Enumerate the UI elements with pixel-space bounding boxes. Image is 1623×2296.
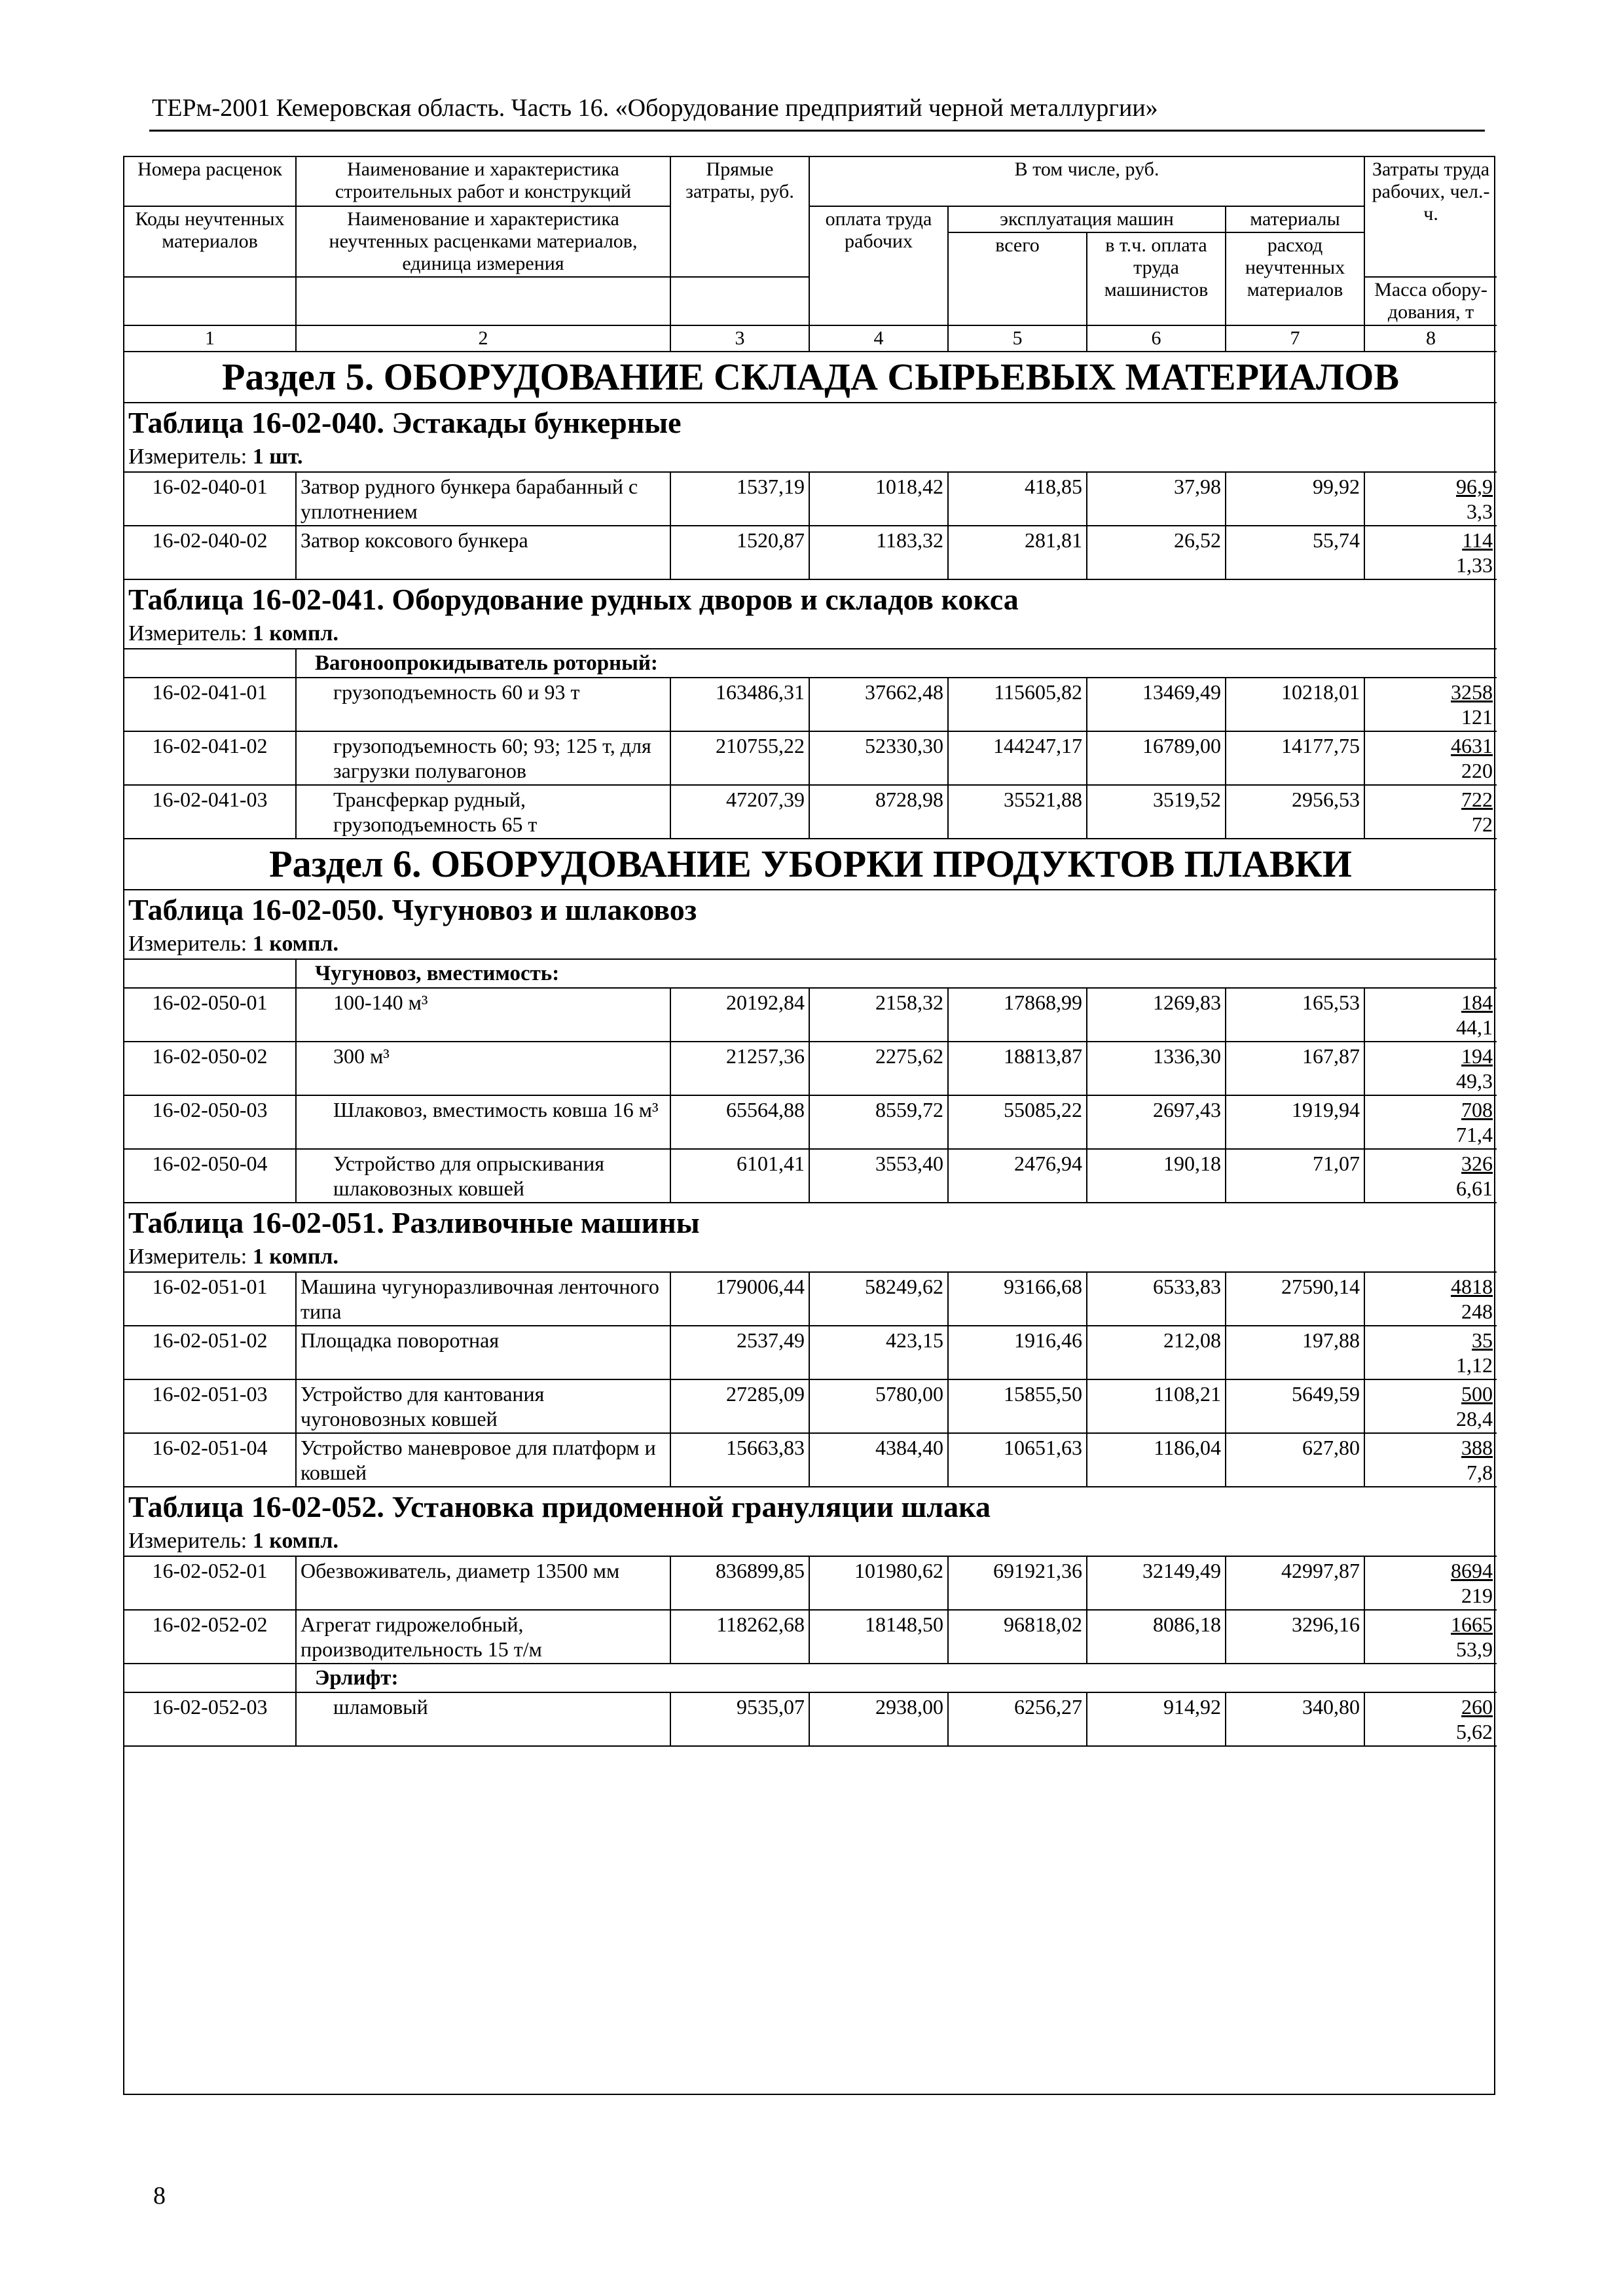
equipment-mass: 248 [1461, 1300, 1493, 1323]
col1-bottom-header: Коды неучтенных материалов [124, 206, 296, 277]
table-row [124, 1379, 1497, 1433]
worker-wages: 1018,42 [809, 472, 948, 526]
equipment-mass: 28,4 [1456, 1407, 1493, 1430]
machines-total: 35521,88 [948, 785, 1087, 839]
worker-wages: 2158,32 [809, 988, 948, 1042]
table-row [124, 678, 1497, 731]
machines-total: 15855,50 [948, 1379, 1087, 1433]
worker-wages: 5780,00 [809, 1379, 948, 1433]
rate-code: 16-02-052-02 [124, 1610, 296, 1664]
worker-wages: 37662,48 [809, 678, 948, 731]
operator-wages: 16789,00 [1087, 731, 1226, 785]
direct-costs: 6101,41 [670, 1149, 809, 1203]
operator-wages: 914,92 [1087, 1692, 1226, 1746]
labor-hours: 326 [1461, 1152, 1493, 1175]
unit-row [124, 443, 1497, 472]
col3-header: Прямые затраты, руб. [670, 157, 809, 277]
direct-costs: 836899,85 [670, 1556, 809, 1610]
work-name: Затвор коксового бункера [296, 526, 670, 579]
labor-hours: 8694 [1451, 1559, 1493, 1582]
labor-and-mass-cell [1364, 1149, 1497, 1203]
equipment-mass: 6,61 [1456, 1176, 1493, 1200]
worker-wages: 2275,62 [809, 1042, 948, 1095]
work-name: Устройство для кантования чугоновозных ковшей [296, 1379, 670, 1433]
equipment-mass: 219 [1461, 1584, 1493, 1607]
worker-wages: 423,15 [809, 1326, 948, 1379]
column-number: 2 [296, 325, 670, 352]
equipment-mass: 53,9 [1456, 1637, 1493, 1661]
unit-row [124, 1243, 1497, 1272]
table-row [124, 1433, 1497, 1487]
rate-code: 16-02-051-04 [124, 1433, 296, 1487]
equipment-mass: 220 [1461, 759, 1493, 782]
operator-wages: 1186,04 [1087, 1433, 1226, 1487]
work-name: Затвор рудного бункера барабанный с уплотнением [296, 472, 670, 526]
column-number: 5 [948, 325, 1087, 352]
unit-value: 1 компл. [252, 932, 339, 956]
direct-costs: 65564,88 [670, 1095, 809, 1149]
labor-and-mass-cell [1364, 526, 1497, 579]
col2-spacer [296, 277, 670, 325]
work-name: Трансферкар рудный, грузоподъемность 65 т [296, 785, 670, 839]
materials-cost: 10218,01 [1226, 678, 1364, 731]
unit-line [124, 1243, 1497, 1272]
machines-total: 55085,22 [948, 1095, 1087, 1149]
worker-wages: 8559,72 [809, 1095, 948, 1149]
unit-row [124, 1527, 1497, 1556]
table-row [124, 1556, 1497, 1610]
table-row [124, 1692, 1497, 1746]
column-number: 8 [1364, 325, 1497, 352]
operator-wages: 212,08 [1087, 1326, 1226, 1379]
col4-header: оплата труда рабочих [809, 206, 948, 325]
labor-hours: 722 [1461, 788, 1493, 811]
rate-code: 16-02-041-01 [124, 678, 296, 731]
machines-total: 10651,63 [948, 1433, 1087, 1487]
rate-code: 16-02-050-03 [124, 1095, 296, 1149]
direct-costs: 47207,39 [670, 785, 809, 839]
equipment-mass: 49,3 [1456, 1069, 1493, 1093]
col6-header: в т.ч. оплата труда машинистов [1087, 232, 1226, 325]
operator-wages: 8086,18 [1087, 1610, 1226, 1664]
section-title: Раздел 6. ОБОРУДОВАНИЕ УБОРКИ ПРОДУКТОВ ПЛАВКИ [124, 839, 1497, 890]
group-empty-cell [124, 959, 296, 988]
col1-spacer [124, 277, 296, 325]
work-name: Машина чугуноразливочная ленточного типа [296, 1272, 670, 1326]
direct-costs: 15663,83 [670, 1433, 809, 1487]
equipment-mass: 3,3 [1467, 500, 1493, 523]
labor-and-mass-cell [1364, 1326, 1497, 1379]
labor-hours: 96,9 [1456, 475, 1493, 498]
table-row [124, 472, 1497, 526]
column-number-row [124, 325, 1497, 352]
materials-cost: 27590,14 [1226, 1272, 1364, 1326]
rate-code: 16-02-040-02 [124, 526, 296, 579]
work-name: 100-140 м³ [296, 988, 670, 1042]
unit-value: 1 компл. [252, 1529, 339, 1553]
unit-label: Измеритель: [128, 932, 247, 956]
labor-hours: 260 [1461, 1695, 1493, 1719]
labor-and-mass-cell [1364, 1379, 1497, 1433]
operator-wages: 13469,49 [1087, 678, 1226, 731]
direct-costs: 20192,84 [670, 988, 809, 1042]
labor-and-mass-cell [1364, 731, 1497, 785]
rate-code: 16-02-041-03 [124, 785, 296, 839]
machines-total: 1916,46 [948, 1326, 1087, 1379]
equipment-mass: 5,62 [1456, 1720, 1493, 1743]
section-heading-row [124, 352, 1497, 403]
table-row [124, 785, 1497, 839]
worker-wages: 101980,62 [809, 1556, 948, 1610]
worker-wages: 4384,40 [809, 1433, 948, 1487]
work-name: Устройство маневровое для платформ и ковшей [296, 1433, 670, 1487]
work-name: Устройство для опрыскивания шлаковозных ковшей [296, 1149, 670, 1203]
table-title: Таблица 16-02-041. Оборудование рудных дворов и складов кокса [124, 579, 1497, 619]
header-row-1 [124, 157, 1497, 206]
table-row [124, 1272, 1497, 1326]
unit-label: Измеритель: [128, 445, 247, 469]
col2-bottom-header: Наименование и характеристика неучтенных расценками материалов, единица измерения [296, 206, 670, 277]
operator-wages: 1336,30 [1087, 1042, 1226, 1095]
worker-wages: 1183,32 [809, 526, 948, 579]
equipment-mass: 71,4 [1456, 1123, 1493, 1146]
incl-header: В том числе, руб. [809, 157, 1364, 206]
section-title: Раздел 5. ОБОРУДОВАНИЕ СКЛАДА СЫРЬЕВЫХ МАТЕРИАЛОВ [124, 352, 1497, 403]
machines-total: 281,81 [948, 526, 1087, 579]
group-row [124, 959, 1497, 988]
header-rule [149, 130, 1485, 132]
table-row [124, 1610, 1497, 1664]
rate-code: 16-02-051-03 [124, 1379, 296, 1433]
direct-costs: 9535,07 [670, 1692, 809, 1746]
equipment-mass: 44,1 [1456, 1015, 1493, 1039]
labor-hours: 35 [1472, 1328, 1493, 1352]
labor-hours: 3258 [1451, 680, 1493, 704]
labor-and-mass-cell [1364, 472, 1497, 526]
labor-and-mass-cell [1364, 1433, 1497, 1487]
table-row [124, 526, 1497, 579]
operator-wages: 2697,43 [1087, 1095, 1226, 1149]
materials-header: материалы [1226, 206, 1364, 232]
col2-top-header: Наименование и характеристика строительных работ и конструкций [296, 157, 670, 206]
materials-cost: 167,87 [1226, 1042, 1364, 1095]
materials-cost: 5649,59 [1226, 1379, 1364, 1433]
materials-cost: 340,80 [1226, 1692, 1364, 1746]
machines-total: 93166,68 [948, 1272, 1087, 1326]
worker-wages: 3553,40 [809, 1149, 948, 1203]
rate-code: 16-02-040-01 [124, 472, 296, 526]
table-title: Таблица 16-02-040. Эстакады бункерные [124, 403, 1497, 443]
group-row [124, 649, 1497, 678]
materials-cost: 14177,75 [1226, 731, 1364, 785]
machines-total: 17868,99 [948, 988, 1087, 1042]
rate-code: 16-02-051-02 [124, 1326, 296, 1379]
work-name: 300 м³ [296, 1042, 670, 1095]
table-row [124, 1042, 1497, 1095]
worker-wages: 52330,30 [809, 731, 948, 785]
unit-value: 1 шт. [252, 445, 303, 469]
labor-and-mass-cell [1364, 1556, 1497, 1610]
materials-cost: 71,07 [1226, 1149, 1364, 1203]
table-title-row [124, 1487, 1497, 1527]
rate-code: 16-02-052-01 [124, 1556, 296, 1610]
labor-hours: 1665 [1451, 1613, 1493, 1636]
direct-costs: 179006,44 [670, 1272, 809, 1326]
operator-wages: 1108,21 [1087, 1379, 1226, 1433]
table-row [124, 1149, 1497, 1203]
table-title: Таблица 16-02-052. Установка придоменной грануляции шлака [124, 1487, 1497, 1527]
equipment-mass: 1,33 [1456, 553, 1493, 577]
unit-row [124, 619, 1497, 649]
price-table [124, 157, 1497, 1747]
col1-top-header: Номера расценок [124, 157, 296, 206]
equipment-mass: 1,12 [1456, 1353, 1493, 1377]
unit-value: 1 компл. [252, 1245, 339, 1269]
worker-wages: 58249,62 [809, 1272, 948, 1326]
direct-costs: 27285,09 [670, 1379, 809, 1433]
materials-cost: 55,74 [1226, 526, 1364, 579]
labor-and-mass-cell [1364, 785, 1497, 839]
labor-and-mass-cell [1364, 1272, 1497, 1326]
direct-costs: 118262,68 [670, 1610, 809, 1664]
machines-total: 96818,02 [948, 1610, 1087, 1664]
unit-value: 1 компл. [252, 621, 339, 646]
col3-spacer [670, 277, 809, 325]
labor-hours: 194 [1461, 1044, 1493, 1068]
materials-cost: 1919,94 [1226, 1095, 1364, 1149]
work-name: Шлаковоз, вместимость ковша 16 м³ [296, 1095, 670, 1149]
materials-cost: 2956,53 [1226, 785, 1364, 839]
machines-total: 2476,94 [948, 1149, 1087, 1203]
materials-cost: 99,92 [1226, 472, 1364, 526]
table-title: Таблица 16-02-051. Разливочные машины [124, 1203, 1497, 1243]
operator-wages: 26,52 [1087, 526, 1226, 579]
equipment-mass: 72 [1472, 812, 1493, 836]
labor-hours: 4631 [1451, 734, 1493, 757]
direct-costs: 163486,31 [670, 678, 809, 731]
work-name: грузоподъемность 60 и 93 т [296, 678, 670, 731]
materials-cost: 627,80 [1226, 1433, 1364, 1487]
labor-hours: 4818 [1451, 1275, 1493, 1298]
materials-cost: 197,88 [1226, 1326, 1364, 1379]
unit-label: Измеритель: [128, 1245, 247, 1269]
materials-cost: 3296,16 [1226, 1610, 1364, 1664]
table-row [124, 1326, 1497, 1379]
price-table-frame [123, 156, 1495, 2095]
labor-hours: 184 [1461, 991, 1493, 1014]
materials-cost: 165,53 [1226, 988, 1364, 1042]
labor-and-mass-cell [1364, 1610, 1497, 1664]
column-number: 7 [1226, 325, 1364, 352]
operator-wages: 190,18 [1087, 1149, 1226, 1203]
rate-code: 16-02-041-02 [124, 731, 296, 785]
unit-line [124, 619, 1497, 649]
rate-code: 16-02-052-03 [124, 1692, 296, 1746]
group-empty-cell [124, 649, 296, 678]
labor-hours: 500 [1461, 1382, 1493, 1406]
table-row [124, 731, 1497, 785]
group-label: Вагоноопрокидыватель роторный: [296, 649, 1497, 678]
equipment-mass: 121 [1461, 705, 1493, 729]
col8-bottom-header: Масса обору-дования, т [1364, 277, 1497, 325]
rate-code: 16-02-050-02 [124, 1042, 296, 1095]
operator-wages: 32149,49 [1087, 1556, 1226, 1610]
labor-and-mass-cell [1364, 1095, 1497, 1149]
col5-header: всего [948, 232, 1087, 325]
work-name: Агрегат гидрожелобный, производительность 15 т/м [296, 1610, 670, 1664]
direct-costs: 1537,19 [670, 472, 809, 526]
group-label: Чугуновоз, вместимость: [296, 959, 1497, 988]
group-row [124, 1664, 1497, 1692]
labor-hours: 388 [1461, 1436, 1493, 1459]
table-title-row [124, 890, 1497, 930]
materials-cost: 42997,87 [1226, 1556, 1364, 1610]
labor-hours: 708 [1461, 1098, 1493, 1121]
table-title-row [124, 579, 1497, 619]
operator-wages: 3519,52 [1087, 785, 1226, 839]
unit-row [124, 930, 1497, 959]
section-heading-row [124, 839, 1497, 890]
column-number: 4 [809, 325, 948, 352]
work-name: Площадка поворотная [296, 1326, 670, 1379]
col7-header: расход неучтенных материалов [1226, 232, 1364, 325]
direct-costs: 210755,22 [670, 731, 809, 785]
group-label: Эрлифт: [296, 1664, 1497, 1692]
work-name: грузоподъемность 60; 93; 125 т, для загрузки полувагонов [296, 731, 670, 785]
rate-code: 16-02-051-01 [124, 1272, 296, 1326]
unit-line [124, 1527, 1497, 1556]
unit-label: Измеритель: [128, 1529, 247, 1553]
rate-code: 16-02-050-01 [124, 988, 296, 1042]
direct-costs: 21257,36 [670, 1042, 809, 1095]
machines-total: 418,85 [948, 472, 1087, 526]
operator-wages: 6533,83 [1087, 1272, 1226, 1326]
header-row-2 [124, 206, 1497, 232]
column-number: 3 [670, 325, 809, 352]
column-number: 1 [124, 325, 296, 352]
group-empty-cell [124, 1664, 296, 1692]
work-name: шламовый [296, 1692, 670, 1746]
page-number: 8 [153, 2182, 166, 2210]
table-title-row [124, 403, 1497, 443]
machines-total: 144247,17 [948, 731, 1087, 785]
worker-wages: 8728,98 [809, 785, 948, 839]
direct-costs: 2537,49 [670, 1326, 809, 1379]
equipment-mass: 7,8 [1467, 1461, 1493, 1484]
worker-wages: 2938,00 [809, 1692, 948, 1746]
machines-total: 6256,27 [948, 1692, 1087, 1746]
unit-line [124, 930, 1497, 959]
machines-total: 18813,87 [948, 1042, 1087, 1095]
machines-total: 115605,82 [948, 678, 1087, 731]
unit-line [124, 443, 1497, 472]
rate-code: 16-02-050-04 [124, 1149, 296, 1203]
worker-wages: 18148,50 [809, 1610, 948, 1664]
table-title-row [124, 1203, 1497, 1243]
col8-top-header: Затраты труда рабочих, чел.-ч. [1364, 157, 1497, 277]
machines-total: 691921,36 [948, 1556, 1087, 1610]
column-number: 6 [1087, 325, 1226, 352]
page-running-title: ТЕРм-2001 Кемеровская область. Часть 16. «Оборудование предприятий черной металлургии» [152, 94, 1158, 122]
direct-costs: 1520,87 [670, 526, 809, 579]
table-row [124, 988, 1497, 1042]
operator-wages: 37,98 [1087, 472, 1226, 526]
work-name: Обезвоживатель, диаметр 13500 мм [296, 1556, 670, 1610]
labor-and-mass-cell [1364, 678, 1497, 731]
table-title: Таблица 16-02-050. Чугуновоз и шлаковоз [124, 890, 1497, 930]
labor-hours: 114 [1462, 528, 1493, 552]
labor-and-mass-cell [1364, 988, 1497, 1042]
labor-and-mass-cell [1364, 1042, 1497, 1095]
labor-and-mass-cell [1364, 1692, 1497, 1746]
unit-label: Измеритель: [128, 621, 247, 646]
operator-wages: 1269,83 [1087, 988, 1226, 1042]
table-row [124, 1095, 1497, 1149]
machines-header: эксплуатация машин [948, 206, 1226, 232]
